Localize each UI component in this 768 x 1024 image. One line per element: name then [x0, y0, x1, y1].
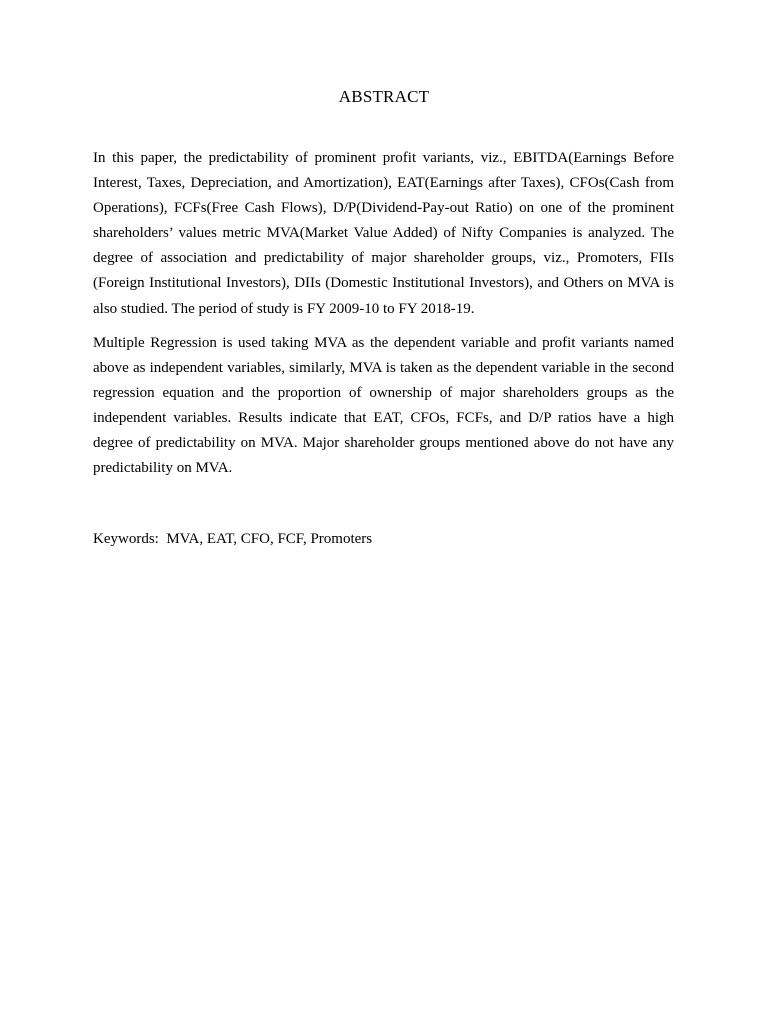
- abstract-heading: ABSTRACT: [338, 87, 430, 106]
- keywords-line: Keywords: MVA, EAT, CFO, FCF, Promoters: [93, 531, 373, 547]
- abstract-paragraph-2: Multiple Regression is used taking MVA as the dependent variable and profit variants named above as independent variables, similarly, MVA is taken as the dependent variable in the second regression equation and the proportion of ownership of major shareholders groups as the independent variables. Results indicate that EAT, CFOs, FCFs, and D/P ratios have a high degree of predictability on MVA. Major shareholder groups mentioned above do not have any predictability on MVA.: [93, 335, 674, 477]
- abstract-paragraph-1: In this paper, the predictability of prominent profit variants, viz., EBITDA(Earnings Before Interest, Taxes, Depreciation, and Amortization), EAT(Earnings after Taxes), CFOs(Cash from Operations), FCFs(Free Cash Flows), D/P(Dividend-Pay-out Ratio) on one of the prominent shareholders’ values metric MVA(Market Value Added) of Nifty Companies is analyzed. The degree of association and predictability of major shareholder groups, viz., Promoters, FIIs (Foreign Institutional Investors), DIIs (Domestic Institutional Investors), and Others on MVA is also studied. The period of study is FY 2009-10 to FY 2018-19.: [93, 150, 674, 317]
